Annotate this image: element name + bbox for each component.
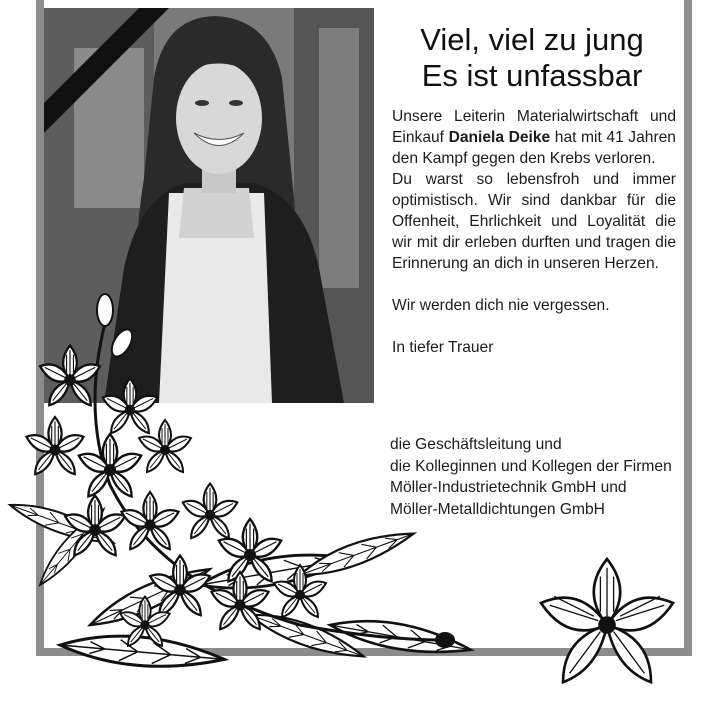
mourning-line: In tiefer Trauer xyxy=(392,339,494,356)
deceased-name: Daniela Deike xyxy=(448,129,551,146)
notice-heading xyxy=(392,22,672,94)
intro-text-after: hat mit 41 Jahren den Kampf gegen den Krebs verloren. xyxy=(392,129,676,167)
signature-line: Möller-Metalldichtungen GmbH xyxy=(390,500,605,518)
signature-line: die Kolleginnen und Kollegen der Firmen xyxy=(390,457,672,475)
orchid-bouquet-icon xyxy=(0,285,480,702)
heading-line-1: Viel, viel zu jung xyxy=(420,22,644,57)
orchid-icon xyxy=(522,555,692,695)
intro-paragraph xyxy=(392,106,676,169)
intro-text-before: Unsere Leiterin Materialwirtschaft und Einkauf xyxy=(392,108,676,146)
signature-line: Möller-Industrietechnik GmbH und xyxy=(390,479,627,496)
closing-line: Wir werden dich nie vergessen. xyxy=(392,297,610,314)
tribute-paragraph: Du warst so lebensfroh und immer optimistisch. Wir sind dankbar für die Offenheit, Ehrlichkeit und Loyalität die wir mit dir erleben durften und tragen die Erinnerung an dich in unseren Herzen. xyxy=(392,171,676,272)
heading-line-2: Es ist unfassbar xyxy=(421,58,643,93)
signature-line: die Geschäftsleitung und xyxy=(390,436,562,453)
